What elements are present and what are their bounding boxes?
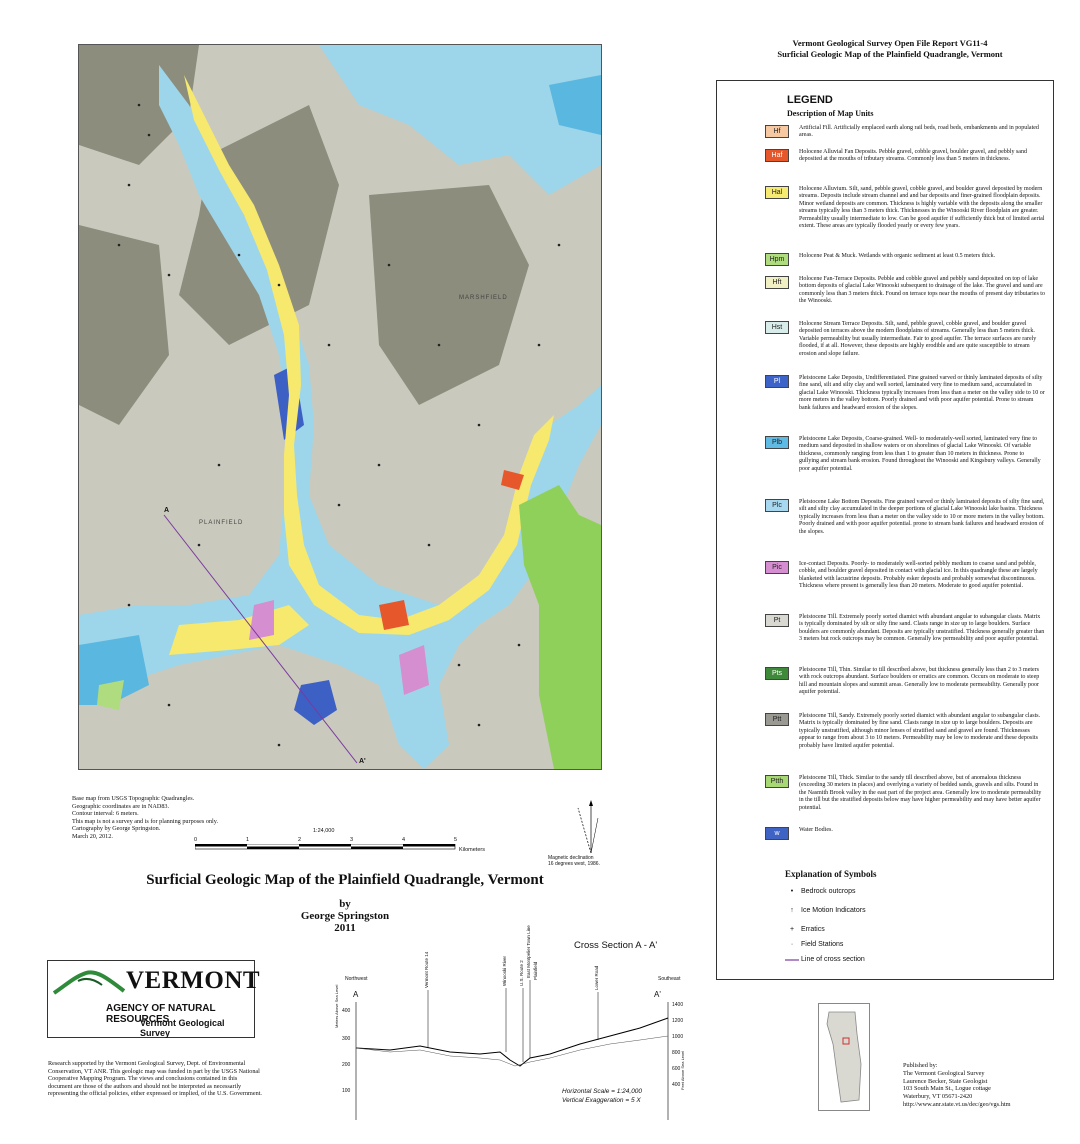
unit-description: Pleistocene Till. Extremely poorly sorted diamict with abundant angular to subangular clasts. Matrix is typically dominated by silt or silty fine sand. Clasts range in size up to large boulders. Surface boulders are commonly abundant. Deposits are typically unstratified. Thickness generally greater than 3 meters but rock outcrops may be common. Generally low permeability and poor aquifer potential.	[799, 614, 1045, 643]
feature-label: Plainfield	[533, 961, 538, 980]
map-title: Surficial Geologic Map of the Plainfield Quadrangle, Vermont	[146, 872, 544, 888]
geologic-map[interactable]	[78, 44, 602, 770]
logo-state: VERMONT	[126, 967, 261, 994]
legend-panel	[716, 80, 1054, 980]
cross-section-right-dir: Southeast	[658, 976, 681, 982]
legend-subtitle: Description of Map Units	[787, 109, 874, 118]
research-note: Research supported by the Vermont Geological Survey, Dept. of Environmental Conservation, VT ANR. This geologic map was funded in part by the USGS National Cooperative Mapping Program. The views and conclusions contained in this document are those of the authors and should not be interpreted as necessarily representing the official policies, either expressed or implied, of the U.S. Government.	[48, 1060, 262, 1097]
scale-bar-graphic	[195, 844, 465, 850]
unit-swatch: Hal	[765, 186, 789, 199]
report-id: Vermont Geological Survey Open File Report VG11-4	[792, 38, 988, 48]
publisher-line: Waterbury, VT 05671-2420	[903, 1093, 973, 1101]
unit-description: Pleistocene Till, Thick. Similar to the sandy till described above, but of anomalous thickness (exceeding 30 meters in places) and overlying a variety of bedded sands, gravels and silts. Found in the Nasmith Brook valley in the east part of the project area. Generally low to moderate permeability in the till but the stratified deposits below may have higher permeability and may have better aquifer potential.	[799, 775, 1042, 811]
unit-swatch: Hpm	[765, 253, 789, 266]
unit-description: Holocene Alluvium. Silt, sand, pebble gravel, cobble gravel, and boulder gravel deposited by modern streams. Deposits include stream channel and and bar deposits and finer-grained floodplain deposits. Minor wetland deposits are common. Thickness is highly variable with the deposits along the smaller streams typically less than 3 meters thick. Thicknesses in the Winooski River floodplain are greater. Permeability usually intermediate to low. Can be good aquifer if sufficiently thick but of limited aerial extent. These areas are typically flooded yearly or every few years.	[799, 186, 1045, 230]
unit-description: Pleistocene Lake Deposits, Undifferentiated. Fine grained varved or thinly laminated deposits of silty fine sand, silt and silty clay and well sorted, laminated very fine to medium sand, accumulated in glacial Lake Winooski. Thickness typically increases from less than a meter on the valley side to 10 or more meters in the valley bottom. Poorly drained and with poor aquifer potential. Prone to stream bank failures and headward erosion of the slopes.	[799, 375, 1045, 411]
right-tick: 600	[672, 1066, 681, 1072]
scale-ratio: 1:24,000	[313, 828, 335, 834]
cross-section-point-a-prime: A'	[654, 990, 661, 999]
publisher-block	[903, 1062, 1073, 1109]
legend-title: LEGEND	[787, 94, 833, 106]
unit-swatch: Hf	[765, 125, 789, 138]
section-point-a: A	[164, 507, 170, 514]
note-line: Contour interval: 6 meters.	[72, 810, 139, 817]
erratic-plus-icon: +	[789, 926, 795, 933]
unit-description: Holocene Alluvial Fan Deposits. Pebble gravel, cobble gravel, boulder gravel, and pebbly sand deposited at the mouths of tributary streams. Commonly less than 5 meters in thickness.	[799, 149, 1027, 163]
unit-swatch: Haf	[765, 149, 789, 162]
right-axis-title: Feet Above Sea Level	[680, 1050, 685, 1090]
publisher-line: The Vermont Geological Survey	[903, 1069, 985, 1077]
vermont-outline-icon	[819, 1004, 869, 1110]
right-tick: 1000	[672, 1034, 684, 1040]
publication-year: 2011	[334, 922, 356, 934]
horizontal-scale: Horizontal Scale = 1:24,000	[562, 1088, 643, 1095]
unit-description: Pleistocene Till, Thin. Similar to till described above, but thickness generally less than 2 to 3 meters with rock outcrops abundant. Surface boulders or erratics are common. Occurs on moderate to steep hill and mountain slopes and summit areas. Generally low to moderate permeability. Generally poor aquifer potential.	[799, 667, 1040, 696]
declination-line: 16 degrees west, 1986.	[548, 861, 600, 867]
vermont-locator-map	[818, 1003, 870, 1111]
unit-swatch: Pts	[765, 667, 789, 680]
cross-section-title: Cross Section A - A'	[574, 940, 658, 951]
unit-swatch: Pic	[765, 561, 789, 574]
scale-tick: 0	[194, 837, 198, 843]
unit-description: Pleistocene Lake Deposits, Coarse-grained. Well- to moderately-well sorted, laminated very fine to medium sand deposited in shallow waters or on shorelines of glacial Lake Winooski. Of variable thickness, commonly ranging from less than 1 to greater than 10 meters in thickness. Prone to gullying and stream bank erosion. Found throughout the Winooski and Kingsbury valleys. Generally poor aquifer potential.	[799, 436, 1041, 472]
feature-label: East Montpelier Town Line	[526, 925, 531, 978]
unit-swatch: Plc	[765, 499, 789, 512]
left-axis-title: Meters Above Sea Level	[334, 984, 339, 1028]
publisher-line: 103 South Main St., Logue cottage	[903, 1085, 991, 1093]
unit-description: Ice-contact Deposits. Poorly- to moderately well-sorted pebbly medium to coarse sand and pebble, cobble, and boulder gravel deposited in contact with glacial ice. In this quadrangle these are largely blanketed with lacustrine deposits. Probably esker deposits and probably somewhat discontinuous. Thickness where present is generally less than 20 meters. Moderate to good aquifer potential.	[799, 561, 1038, 590]
scale-tick: 3	[350, 837, 354, 843]
right-tick: 800	[672, 1050, 681, 1056]
ice-motion-arrow-icon: ↑	[790, 907, 794, 914]
logo-division: Vermont Geological Survey	[140, 1018, 225, 1038]
cross-section-left-dir: Northwest	[345, 976, 368, 982]
feature-label: Lower Road	[594, 965, 599, 990]
unit-swatch: Plb	[765, 436, 789, 449]
right-tick: 1200	[672, 1018, 684, 1024]
unit-swatch: Pt	[765, 614, 789, 627]
unit-swatch: Pl	[765, 375, 789, 388]
feature-label: Vermont Route 14	[424, 951, 429, 988]
note-line: This map is not a survey and is for planning purposes only.	[72, 817, 219, 825]
symbols-title: Explanation of Symbols	[785, 869, 877, 879]
publisher-line: Laurence Becker, State Geologist	[903, 1077, 988, 1085]
note-line: Cartography by George Springston.	[72, 825, 161, 832]
place-label-plainfield: PLAINFIELD	[199, 520, 244, 526]
feature-label: U.S. Route 2	[519, 960, 524, 986]
author-block	[60, 898, 630, 934]
place-label-marshfield: MARSHFIELD	[459, 295, 508, 301]
note-line: Base map from USGS Topographic Quadrangles.	[72, 795, 195, 802]
note-line: Geographic coordinates are in NAD83.	[72, 802, 170, 810]
unit-swatch: w	[765, 827, 789, 840]
unit-swatch: Hft	[765, 276, 789, 289]
author-name: George Springston	[300, 910, 390, 922]
unit-swatch: Ptth	[765, 775, 789, 788]
publisher-link[interactable]: http://www.anr.state.vt.us/dec/geo/vgs.htm	[903, 1100, 1011, 1108]
report-title: Surficial Geologic Map of the Plainfield Quadrangle, Vermont	[777, 49, 1003, 59]
logo-agency: AGENCY OF NATURAL RESOURCES	[106, 1003, 216, 1025]
scale-tick: 5	[454, 837, 458, 843]
scale-unit: Kilometers	[459, 847, 485, 853]
scale-tick: 1	[246, 837, 250, 843]
right-tick: 1400	[672, 1002, 684, 1008]
unit-description: Pleistocene Till, Sandy. Extremely poorly sorted diamict with abundant angular to subangular clasts. Matrix is typically dominated by fine sand. Clasts range in size up to large boulders. Deposits are typically unstratified, although minor lenses of stratified sand and gravel are found. Thicknesses appear to range from about 3 to 10 meters. Permeability may be low to moderate and these deposits probably have limited aquifer potential.	[799, 713, 1041, 749]
feature-label: Winooski River	[502, 955, 507, 986]
scale-tick: 4	[402, 837, 406, 843]
vertical-exaggeration: Vertical Exaggeration = 5 X	[562, 1097, 641, 1104]
publisher-line: Published by:	[903, 1062, 938, 1069]
symbol-label: Field Stations	[801, 941, 844, 948]
unit-swatch: Hst	[765, 321, 789, 334]
alluvial-fan	[379, 600, 409, 630]
left-tick: 400	[342, 1008, 351, 1014]
note-line: March 20, 2012.	[72, 832, 113, 840]
scale-tick: 2	[298, 837, 302, 843]
field-station-icon: ·	[790, 941, 794, 948]
scale-bar	[195, 828, 495, 858]
unit-description: Pleistocene Lake Bottom Deposits. Fine grained varved or thinly laminated deposits of silty fine sand, silt and silty clay accumulated in the deeper portions of glacial Lake Winooski lake basins. Thickness typically increases from less than a meter on the valley side to 10 or more meters in the valley bottom. Poorly drained and with poor aquifer potential. prone to stream bank failures and headward erosion of the slopes.	[799, 499, 1045, 535]
mountain-logo-icon	[52, 967, 126, 997]
cross-section-line-icon	[785, 956, 799, 966]
declination-note	[548, 855, 638, 867]
by-label: by	[339, 898, 351, 910]
symbol-label: Bedrock outcrops	[801, 888, 856, 895]
right-tick: 400	[672, 1082, 681, 1088]
section-point-a-prime: A'	[359, 758, 366, 765]
map-canvas	[79, 45, 601, 769]
unit-description: Holocene Stream Terrace Deposits. Silt, sand, pebble gravel, cobble gravel, and boulder gravel deposited on terraces above the modern floodplains of streams. Generally less than 5 meters thick. Variable permeability but usually intermediate. Fair to good aquifer. The terrace surfaces are rarely flooded, if at all. However, these deposits are highly erodible and are quite susceptible to stream erosion and slope failure.	[799, 321, 1037, 357]
bedrock-outcrop-icon: •	[790, 888, 794, 895]
cross-section-point-a: A	[353, 990, 359, 999]
left-tick: 200	[342, 1062, 351, 1068]
symbol-label: Line of cross section	[801, 956, 865, 963]
unit-description: Water Bodies.	[799, 827, 833, 833]
declination-line: Magnetic declination	[548, 855, 594, 861]
unit-description: Holocene Fan-Terrace Deposits. Pebble and cobble gravel and pebbly sand deposited on top of lake bottom deposits of glacial Lake Winooski subsequent to drainage of the lake. The gravel and sand are commonly less than 3 meters thick. Found on terrace tops near the mouths of present day tributaries to the Winooski.	[799, 276, 1045, 305]
unit-description: Holocene Peat & Muck. Wetlands with organic sediment at least 0.5 meters thick.	[799, 253, 996, 259]
left-tick: 300	[342, 1036, 351, 1042]
vermont-anr-logo	[47, 960, 261, 1038]
cross-section-graphic	[330, 940, 700, 1130]
unit-swatch: Ptt	[765, 713, 789, 726]
unit-description: Artificial Fill. Artificially emplaced earth along rail beds, road beds, embankments and in populated areas.	[799, 125, 1039, 139]
symbol-label: Ice Motion Indicators	[801, 907, 866, 914]
left-tick: 100	[342, 1088, 351, 1094]
report-header	[760, 38, 1020, 60]
symbol-label: Erratics	[801, 926, 825, 933]
